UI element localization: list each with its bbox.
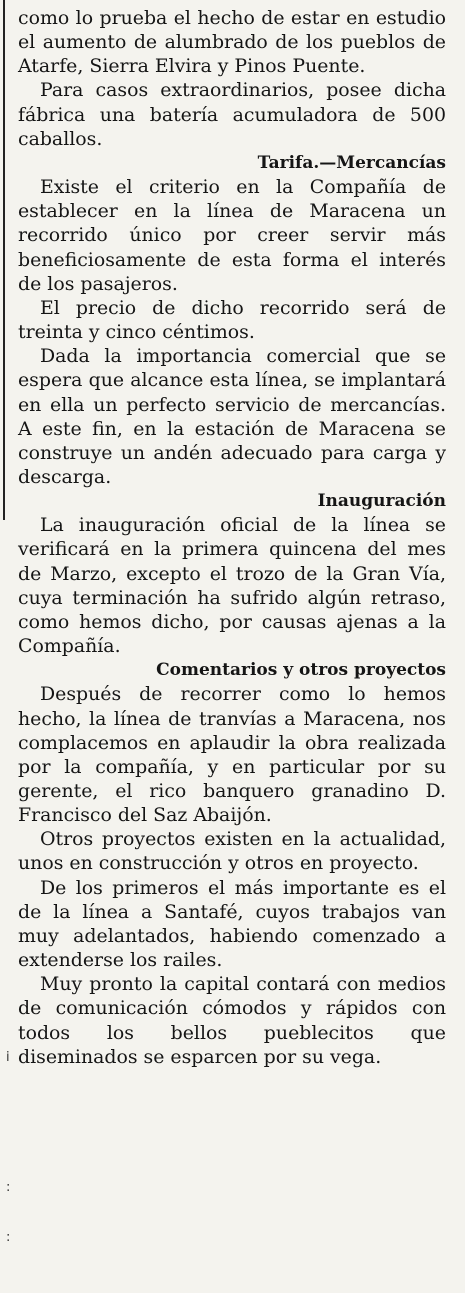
paragraph: De los primeros el más importante es el de la línea a Santafé, cuyos trabajos van muy adelantados, habiendo comenzado a extenderse los railes. (18, 876, 446, 972)
column-rule (3, 0, 5, 520)
paragraph: Otros proyectos existen en la actualidad, unos en construcción y otros en proyecto. (18, 828, 446, 875)
margin-mark: : (6, 1230, 11, 1245)
paragraph: El precio de dicho recorrido será de treinta y cinco céntimos. (18, 296, 446, 344)
margin-mark: : (6, 1180, 11, 1195)
paragraph: Muy pronto la capital contará con medios de comunicación cómodos y rápidos con todos los bellos pueblecitos que diseminados se esparcen por su vega. (18, 973, 446, 1068)
section-heading: Comentarios y otros proyectos (156, 660, 446, 681)
paragraph: Dada la importancia comercial que se espera que alcance esta línea, se implantará en ella un perfecto servicio de mercancías. A este fin, en la estación de Maracena se construye un andén adecuado para carga y descarga. (18, 345, 446, 488)
paragraph: La inauguración oficial de la línea se verificará en la primera quincena del mes de Marzo, excepto el trozo de la Gran Vía, cuya terminación ha sufrido algún retraso, como hemos dicho, por causas ajenas a la Compañía. (18, 514, 446, 658)
paragraph: Existe el criterio en la Compañía de establecer en la línea de Maracena un recorrido único por creer servir más beneficiosamente de esta forma el interés de los pasajeros. (18, 176, 446, 295)
paragraph: como lo prueba el hecho de estar en estudio el aumento de alumbrado de los pueblos de Atarfe, Sierra Elvira y Pinos Puente. (18, 7, 446, 78)
paragraph: Después de recorrer como lo hemos hecho, la línea de tranvías a Maracena, nos complacemos en aplaudir la obra realizada por la compañía, y en particular por su gerente, el rico banquero granadino D. Francisco del Saz Abaijón. (18, 683, 446, 827)
section-heading: Inauguración (317, 491, 446, 512)
margin-mark: i (6, 1050, 10, 1065)
article-column (18, 6, 446, 1069)
paragraph: Para casos extraordinarios, posee dicha fábrica una batería acumuladora de 500 caballos. (18, 79, 446, 150)
section-heading: Tarifa.—Mercancías (257, 152, 446, 173)
